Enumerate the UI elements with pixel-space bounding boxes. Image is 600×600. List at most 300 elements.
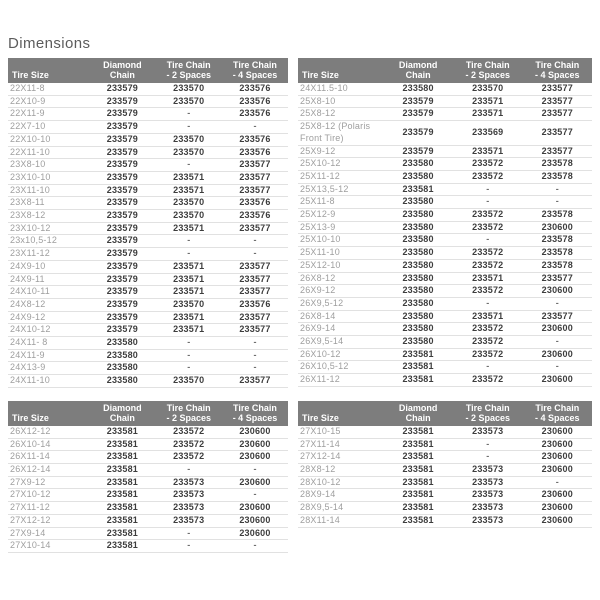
- table-row: [298, 348, 592, 361]
- table-row: [8, 311, 288, 324]
- tire-size-cell: 24X11-9: [8, 349, 89, 362]
- table-row: [298, 121, 592, 145]
- part-number-cell: 233577: [222, 273, 288, 286]
- part-number-cell: 233581: [89, 540, 155, 553]
- tire-size-cell: 26X8-12: [298, 272, 383, 285]
- part-number-cell: 233571: [453, 95, 523, 108]
- column-header: Tire Chain - 2 Spaces: [453, 401, 523, 426]
- empty-cell: -: [453, 451, 523, 464]
- tire-size-cell: 25X10-10: [298, 234, 383, 247]
- part-number-cell: 233571: [156, 260, 222, 273]
- tire-size-cell: 26X11-14: [8, 451, 89, 464]
- part-number-cell: 233579: [89, 159, 155, 172]
- part-number-cell: 233579: [89, 235, 155, 248]
- tire-size-cell: 26X10-12: [298, 348, 383, 361]
- part-number-cell: 233581: [383, 374, 453, 387]
- part-number-cell: 233581: [383, 451, 453, 464]
- column-header: Tire Chain - 4 Spaces: [222, 401, 288, 426]
- table-row: [8, 337, 288, 350]
- part-number-cell: 230600: [222, 451, 288, 464]
- table-row: [8, 133, 288, 146]
- column-header: Tire Chain - 2 Spaces: [156, 401, 222, 426]
- table-row: [298, 451, 592, 464]
- empty-cell: -: [523, 183, 592, 196]
- table-row: [8, 248, 288, 261]
- part-number-cell: 233577: [523, 310, 592, 323]
- tire-size-cell: 24X9-11: [8, 273, 89, 286]
- part-number-cell: 233571: [156, 286, 222, 299]
- tire-size-cell: 22X11-8: [8, 83, 89, 95]
- part-number-cell: 233581: [383, 361, 453, 374]
- column-header: Tire Size: [298, 58, 383, 83]
- tire-size-cell: 23x10,5-12: [8, 235, 89, 248]
- part-number-cell: 233580: [383, 196, 453, 209]
- empty-cell: -: [156, 362, 222, 375]
- empty-cell: -: [156, 527, 222, 540]
- tire-size-cell: 26X11-12: [298, 374, 383, 387]
- tire-size-cell: 27X11-14: [298, 438, 383, 451]
- part-number-cell: 233580: [383, 170, 453, 183]
- part-number-cell: 233579: [89, 146, 155, 159]
- tire-size-cell: 24X11- 8: [8, 337, 89, 350]
- part-number-cell: 233579: [89, 324, 155, 337]
- part-number-cell: 233581: [89, 438, 155, 451]
- empty-cell: -: [222, 540, 288, 553]
- part-number-cell: 233579: [89, 260, 155, 273]
- part-number-cell: 233570: [156, 146, 222, 159]
- empty-cell: -: [523, 196, 592, 209]
- part-number-cell: 233577: [523, 145, 592, 158]
- part-number-cell: 233579: [383, 108, 453, 121]
- tire-size-cell: 27X11-12: [8, 502, 89, 515]
- part-number-cell: 233570: [156, 95, 222, 108]
- part-number-cell: 233577: [523, 83, 592, 95]
- part-number-cell: 233581: [383, 348, 453, 361]
- tire-size-cell: 27X10-15: [298, 426, 383, 438]
- part-number-cell: 233570: [156, 133, 222, 146]
- tire-size-cell: 24X10-11: [8, 286, 89, 299]
- part-number-cell: 233573: [156, 502, 222, 515]
- part-number-cell: 233572: [453, 170, 523, 183]
- tire-size-cell: 26X10,5-12: [298, 361, 383, 374]
- table-row: [8, 476, 288, 489]
- tire-size-cell: 25X12-9: [298, 209, 383, 222]
- part-number-cell: 230600: [222, 426, 288, 438]
- tire-size-cell: 25X9-12: [298, 145, 383, 158]
- part-number-cell: 233572: [156, 426, 222, 438]
- empty-cell: -: [222, 248, 288, 261]
- table-row: [298, 297, 592, 310]
- part-number-cell: 233577: [222, 311, 288, 324]
- table-row: [298, 323, 592, 336]
- part-number-cell: 230600: [523, 514, 592, 527]
- part-number-cell: 233577: [222, 324, 288, 337]
- part-number-cell: 233576: [222, 83, 288, 95]
- part-number-cell: 233581: [89, 489, 155, 502]
- part-number-cell: 233577: [222, 184, 288, 197]
- part-number-cell: 233572: [156, 451, 222, 464]
- part-number-cell: 233579: [383, 145, 453, 158]
- part-number-cell: 233581: [383, 438, 453, 451]
- part-number-cell: 233572: [453, 259, 523, 272]
- table-row: [298, 514, 592, 527]
- part-number-cell: 230600: [523, 463, 592, 476]
- part-number-cell: 233571: [453, 145, 523, 158]
- part-number-cell: 233578: [523, 209, 592, 222]
- part-number-cell: 233571: [453, 108, 523, 121]
- column-header: Diamond Chain: [89, 58, 155, 83]
- tire-size-cell: 22X11-9: [8, 108, 89, 121]
- table-row: [298, 221, 592, 234]
- tire-size-cell: 24X8-12: [8, 298, 89, 311]
- table-row: [298, 489, 592, 502]
- tire-size-cell: 28X9-14: [298, 489, 383, 502]
- part-number-cell: 233571: [453, 310, 523, 323]
- column-header: Tire Chain - 4 Spaces: [222, 58, 288, 83]
- tire-size-cell: 26X9-14: [298, 323, 383, 336]
- part-number-cell: 233569: [453, 121, 523, 145]
- table-row: [8, 362, 288, 375]
- part-number-cell: 233580: [383, 247, 453, 260]
- part-number-cell: 233577: [222, 260, 288, 273]
- table-row: [8, 438, 288, 451]
- table-row: [298, 183, 592, 196]
- part-number-cell: 233580: [383, 323, 453, 336]
- table-row: [298, 310, 592, 323]
- part-number-cell: 233571: [156, 184, 222, 197]
- part-number-cell: 233577: [523, 121, 592, 145]
- part-number-cell: 233578: [523, 259, 592, 272]
- table-row: [8, 260, 288, 273]
- tire-size-cell: 26X12-14: [8, 463, 89, 476]
- part-number-cell: 233570: [156, 375, 222, 388]
- part-number-cell: 233579: [89, 210, 155, 223]
- column-header: Tire Chain - 2 Spaces: [156, 58, 222, 83]
- table-row: [298, 83, 592, 95]
- column-header: Tire Chain - 4 Spaces: [523, 401, 592, 426]
- tire-size-cell: 24X11.5-10: [298, 83, 383, 95]
- part-number-cell: 233578: [523, 247, 592, 260]
- part-number-cell: 233578: [523, 158, 592, 171]
- table-row: [8, 235, 288, 248]
- part-number-cell: 233577: [523, 272, 592, 285]
- part-number-cell: 233580: [383, 221, 453, 234]
- table-row: [8, 210, 288, 223]
- part-number-cell: 233580: [383, 297, 453, 310]
- table-row: [298, 259, 592, 272]
- part-number-cell: 233580: [383, 285, 453, 298]
- table-row: [298, 502, 592, 515]
- part-number-cell: 230600: [523, 426, 592, 438]
- dimensions-table-top-left: [8, 58, 288, 388]
- table-row: [8, 121, 288, 134]
- header-row: [298, 58, 592, 83]
- empty-cell: -: [453, 196, 523, 209]
- part-number-cell: 233572: [453, 285, 523, 298]
- part-number-cell: 233577: [222, 159, 288, 172]
- tire-size-cell: 27X9-14: [8, 527, 89, 540]
- part-number-cell: 233581: [89, 463, 155, 476]
- table-row: [298, 108, 592, 121]
- part-number-cell: 233573: [453, 514, 523, 527]
- part-number-cell: 233581: [383, 489, 453, 502]
- part-number-cell: 233572: [453, 374, 523, 387]
- tire-size-cell: 27X10-12: [8, 489, 89, 502]
- part-number-cell: 233573: [453, 502, 523, 515]
- tire-size-cell: 28X8-12: [298, 463, 383, 476]
- part-number-cell: 230600: [523, 374, 592, 387]
- tire-size-cell: 26X9,5-12: [298, 297, 383, 310]
- table-row: [8, 298, 288, 311]
- part-number-cell: 233579: [89, 248, 155, 261]
- table-row: [8, 95, 288, 108]
- tire-size-cell: 23X10-10: [8, 171, 89, 184]
- part-number-cell: 233579: [89, 311, 155, 324]
- part-number-cell: 233581: [89, 426, 155, 438]
- part-number-cell: 233571: [156, 273, 222, 286]
- tire-size-cell: 23X11-12: [8, 248, 89, 261]
- part-number-cell: 233577: [222, 286, 288, 299]
- empty-cell: -: [222, 362, 288, 375]
- tire-size-cell: 25X11-12: [298, 170, 383, 183]
- empty-cell: -: [156, 108, 222, 121]
- tire-size-cell: 27X9-12: [8, 476, 89, 489]
- tire-size-cell: 26X12-12: [8, 426, 89, 438]
- empty-cell: -: [523, 476, 592, 489]
- tire-size-cell: 24X9-12: [8, 311, 89, 324]
- table-row: [8, 324, 288, 337]
- part-number-cell: 233580: [89, 375, 155, 388]
- header-row: [8, 401, 288, 426]
- part-number-cell: 233581: [89, 502, 155, 515]
- column-header: Tire Size: [8, 401, 89, 426]
- part-number-cell: 233573: [453, 426, 523, 438]
- empty-cell: -: [222, 489, 288, 502]
- part-number-cell: 230600: [523, 451, 592, 464]
- table-row: [8, 463, 288, 476]
- table-row: [8, 146, 288, 159]
- page-title: Dimensions: [8, 35, 91, 52]
- part-number-cell: 233572: [453, 348, 523, 361]
- table-row: [298, 272, 592, 285]
- part-number-cell: 233570: [156, 298, 222, 311]
- table-row: [298, 285, 592, 298]
- column-header: Diamond Chain: [383, 58, 453, 83]
- part-number-cell: 233577: [222, 375, 288, 388]
- dimensions-table-top-right: [298, 58, 592, 387]
- part-number-cell: 233577: [222, 222, 288, 235]
- part-number-cell: 233580: [383, 158, 453, 171]
- tire-size-cell: 25X8-12: [298, 108, 383, 121]
- part-number-cell: 233581: [383, 502, 453, 515]
- part-number-cell: 233578: [523, 234, 592, 247]
- tire-size-cell: 24X11-10: [8, 375, 89, 388]
- table-row: [8, 426, 288, 438]
- table-row: [298, 234, 592, 247]
- part-number-cell: 233579: [89, 83, 155, 95]
- empty-cell: -: [453, 234, 523, 247]
- table-row: [8, 489, 288, 502]
- tire-size-cell: 22X7-10: [8, 121, 89, 134]
- part-number-cell: 230600: [523, 489, 592, 502]
- tire-size-cell: 27X12-14: [298, 451, 383, 464]
- tire-size-cell: 23X8-10: [8, 159, 89, 172]
- empty-cell: -: [156, 248, 222, 261]
- part-number-cell: 233576: [222, 298, 288, 311]
- part-number-cell: 233576: [222, 95, 288, 108]
- tire-size-cell: 26X9-12: [298, 285, 383, 298]
- table-row: [8, 514, 288, 527]
- dimensions-table-bottom-right: [298, 401, 592, 528]
- part-number-cell: 233573: [453, 489, 523, 502]
- part-number-cell: 233579: [89, 197, 155, 210]
- empty-cell: -: [453, 361, 523, 374]
- part-number-cell: 230600: [523, 438, 592, 451]
- table-row: [8, 273, 288, 286]
- table-row: [298, 336, 592, 349]
- part-number-cell: 233580: [383, 272, 453, 285]
- empty-cell: -: [156, 337, 222, 350]
- part-number-cell: 233579: [383, 121, 453, 145]
- part-number-cell: 233571: [156, 171, 222, 184]
- tire-size-cell: 26X8-14: [298, 310, 383, 323]
- part-number-cell: 233571: [156, 324, 222, 337]
- empty-cell: -: [523, 361, 592, 374]
- tire-size-cell: 25X13,5-12: [298, 183, 383, 196]
- part-number-cell: 233581: [89, 451, 155, 464]
- part-number-cell: 233581: [89, 476, 155, 489]
- tire-size-cell: 24X10-12: [8, 324, 89, 337]
- part-number-cell: 233576: [222, 108, 288, 121]
- dimensions-table-bottom-left: [8, 401, 288, 553]
- part-number-cell: 233576: [222, 146, 288, 159]
- empty-cell: -: [222, 235, 288, 248]
- empty-cell: -: [156, 540, 222, 553]
- tire-size-cell: 25X8-10: [298, 95, 383, 108]
- part-number-cell: 233571: [453, 272, 523, 285]
- table-row: [298, 247, 592, 260]
- dimensions-tables: [8, 58, 592, 553]
- tire-size-cell: 23X8-11: [8, 197, 89, 210]
- tire-size-cell: 26X9,5-14: [298, 336, 383, 349]
- part-number-cell: 233572: [453, 158, 523, 171]
- part-number-cell: 233570: [156, 210, 222, 223]
- empty-cell: -: [222, 337, 288, 350]
- empty-cell: -: [453, 297, 523, 310]
- tire-size-cell: 25X11-8: [298, 196, 383, 209]
- tire-size-cell: 27X12-12: [8, 514, 89, 527]
- column-header: Tire Chain - 2 Spaces: [453, 58, 523, 83]
- part-number-cell: 233573: [453, 463, 523, 476]
- part-number-cell: 233571: [156, 222, 222, 235]
- empty-cell: -: [222, 121, 288, 134]
- empty-cell: -: [523, 297, 592, 310]
- part-number-cell: 230600: [523, 221, 592, 234]
- table-row: [8, 540, 288, 553]
- table-row: [8, 108, 288, 121]
- part-number-cell: 230600: [222, 514, 288, 527]
- part-number-cell: 233579: [89, 171, 155, 184]
- table-row: [298, 463, 592, 476]
- part-number-cell: 230600: [222, 502, 288, 515]
- tire-size-cell: 22X11-10: [8, 146, 89, 159]
- table-row: [8, 451, 288, 464]
- table-row: [8, 286, 288, 299]
- part-number-cell: 233572: [453, 221, 523, 234]
- empty-cell: -: [453, 183, 523, 196]
- column-header: Tire Size: [298, 401, 383, 426]
- table-row: [8, 375, 288, 388]
- table-row: [8, 159, 288, 172]
- part-number-cell: 233573: [156, 489, 222, 502]
- column-header: Tire Size: [8, 58, 89, 83]
- tire-size-cell: 22X10-10: [8, 133, 89, 146]
- part-number-cell: 230600: [222, 438, 288, 451]
- part-number-cell: 230600: [523, 285, 592, 298]
- part-number-cell: 233579: [89, 286, 155, 299]
- table-row: [8, 197, 288, 210]
- table-row: [298, 374, 592, 387]
- table-row: [298, 361, 592, 374]
- part-number-cell: 230600: [523, 323, 592, 336]
- part-number-cell: 233580: [383, 336, 453, 349]
- part-number-cell: 233572: [156, 438, 222, 451]
- column-header: Tire Chain - 4 Spaces: [523, 58, 592, 83]
- part-number-cell: 233580: [89, 349, 155, 362]
- part-number-cell: 233580: [89, 337, 155, 350]
- part-number-cell: 233570: [156, 197, 222, 210]
- part-number-cell: 233570: [156, 83, 222, 95]
- part-number-cell: 233581: [383, 463, 453, 476]
- part-number-cell: 233581: [89, 527, 155, 540]
- part-number-cell: 233576: [222, 133, 288, 146]
- tire-size-cell: 25X11-10: [298, 247, 383, 260]
- part-number-cell: 233581: [383, 476, 453, 489]
- table-row: [298, 196, 592, 209]
- empty-cell: -: [156, 235, 222, 248]
- part-number-cell: 230600: [222, 476, 288, 489]
- part-number-cell: 233572: [453, 323, 523, 336]
- part-number-cell: 230600: [523, 348, 592, 361]
- part-number-cell: 233579: [89, 273, 155, 286]
- part-number-cell: 233577: [222, 171, 288, 184]
- part-number-cell: 233579: [89, 121, 155, 134]
- column-header: Diamond Chain: [383, 401, 453, 426]
- tire-size-cell: 25X8-12 (Polaris Front Tire): [298, 121, 383, 145]
- empty-cell: -: [156, 349, 222, 362]
- empty-cell: -: [156, 121, 222, 134]
- part-number-cell: 233573: [453, 476, 523, 489]
- tire-size-cell: 28X11-14: [298, 514, 383, 527]
- part-number-cell: 230600: [222, 527, 288, 540]
- table-row: [8, 222, 288, 235]
- tire-size-cell: 24X13-9: [8, 362, 89, 375]
- tire-size-cell: 25X10-12: [298, 158, 383, 171]
- part-number-cell: 233579: [89, 184, 155, 197]
- empty-cell: -: [156, 159, 222, 172]
- part-number-cell: 233577: [523, 108, 592, 121]
- tire-size-cell: 26X10-14: [8, 438, 89, 451]
- empty-cell: -: [156, 463, 222, 476]
- part-number-cell: 233572: [453, 247, 523, 260]
- empty-cell: -: [222, 349, 288, 362]
- part-number-cell: 233572: [453, 209, 523, 222]
- table-row: [298, 209, 592, 222]
- part-number-cell: 233577: [523, 95, 592, 108]
- part-number-cell: 233581: [383, 183, 453, 196]
- part-number-cell: 233570: [453, 83, 523, 95]
- table-row: [8, 349, 288, 362]
